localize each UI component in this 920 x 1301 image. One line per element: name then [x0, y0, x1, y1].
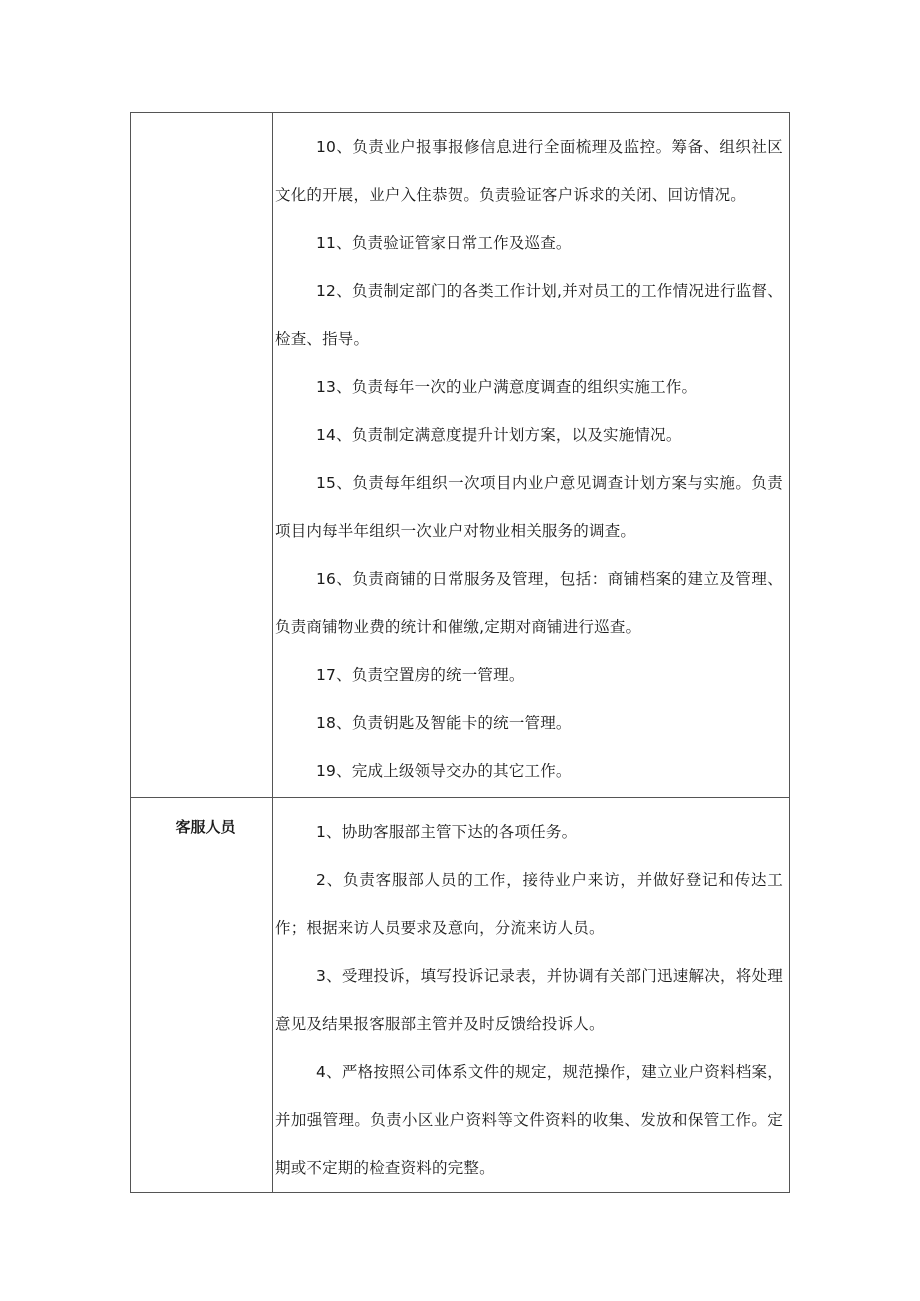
table-row — [131, 798, 790, 1193]
duty-item: 4、严格按照公司体系文件的规定，规范操作，建立业户资料档案，并加强管理。负责小区业户资料等文件资料的收集、发放和保管工作。定期或不定期的检查资料的完整。 — [275, 1063, 783, 1177]
duty-item: 2、负责客服部人员的工作，接待业户来访，并做好登记和传达工作；根据来访人员要求及意向，分流来访人员。 — [275, 871, 783, 937]
duties-cell — [273, 798, 790, 1193]
role-label — [131, 113, 272, 131]
duty-item: 18、负责钥匙及智能卡的统一管理。 — [316, 714, 572, 732]
duty-item: 10、负责业户报事报修信息进行全面梳理及监控。筹备、组织社区文化的开展，业户入住恭贺。负责验证客户诉求的关闭、回访情况。 — [275, 138, 783, 204]
duty-item: 3、受理投诉，填写投诉记录表，并协调有关部门迅速解决，将处理意见及结果报客服部主管并及时反馈给投诉人。 — [275, 967, 783, 1033]
duty-item: 15、负责每年组织一次项目内业户意见调查计划方案与实施。负责项目内每半年组织一次业户对物业相关服务的调查。 — [275, 474, 783, 540]
role-cell — [131, 798, 273, 1193]
duty-item: 14、负责制定满意度提升计划方案，以及实施情况。 — [316, 426, 682, 444]
duty-item: 19、完成上级领导交办的其它工作。 — [316, 762, 572, 780]
duty-item: 16、负责商铺的日常服务及管理，包括：商铺档案的建立及管理、负责商铺物业费的统计和催缴,定期对商铺进行巡查。 — [275, 570, 783, 636]
role-label: 客服人员 — [175, 818, 236, 836]
duty-item: 12、负责制定部门的各类工作计划,并对员工的工作情况进行监督、检查、指导。 — [275, 282, 783, 348]
duty-item: 13、负责每年一次的业户满意度调查的组织实施工作。 — [316, 378, 698, 396]
duty-item: 11、负责验证管家日常工作及巡查。 — [316, 234, 572, 252]
table-row — [131, 113, 790, 798]
duties-cell — [273, 113, 790, 798]
duty-item: 17、负责空置房的统一管理。 — [316, 666, 525, 684]
role-cell — [131, 113, 273, 798]
duty-item: 1、协助客服部主管下达的各项任务。 — [316, 823, 578, 841]
duties-table — [130, 112, 790, 1193]
